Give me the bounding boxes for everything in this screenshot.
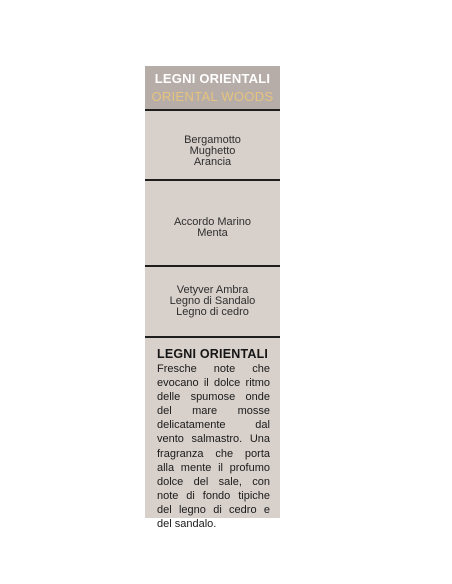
heart-notes — [145, 217, 280, 239]
divider-heart — [145, 179, 280, 181]
divider-base — [145, 265, 280, 267]
top-note: Bergamotto — [184, 134, 241, 146]
base-note: Vetyver Ambra — [176, 284, 249, 296]
card-header — [145, 66, 280, 109]
top-note: Mughetto — [189, 145, 236, 157]
fragrance-card — [145, 66, 280, 531]
base-note: Legno di cedro — [176, 306, 249, 318]
description — [157, 347, 270, 531]
title-english: ORIENTAL WOODS — [151, 89, 274, 104]
top-notes — [145, 135, 280, 168]
description-body: Fresche note che evocano il dolce ritmo delle spumose onde del mare mosse delicatamente dal vento salmastro. Una fragranza che porta alla mente il profumo dolce del sale, con note di fondo tipiche del legno di cedro e del sandalo. — [157, 363, 270, 531]
divider-top — [145, 109, 280, 111]
base-note: Legno di Sandalo — [169, 295, 256, 307]
base-notes — [145, 285, 280, 318]
heart-note: Menta — [197, 227, 228, 239]
heart-note: Accordo Marino — [173, 216, 252, 228]
top-note: Arancia — [193, 156, 232, 168]
description-title: LEGNI ORIENTALI — [157, 347, 269, 361]
title-italian: LEGNI ORIENTALI — [154, 71, 271, 86]
divider-description — [145, 336, 280, 338]
